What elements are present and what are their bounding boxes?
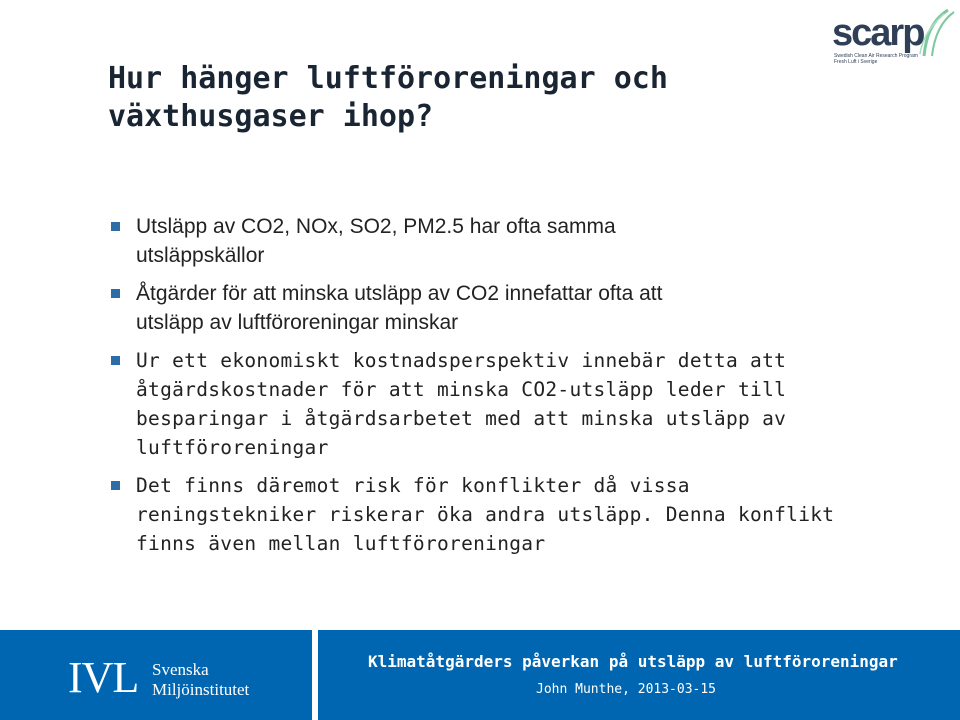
bullet-text: Ur ett ekonomiskt kostnadsperspektiv innebär detta att bbox=[136, 349, 787, 372]
ivl-name-line-2: Miljöinstitutet bbox=[152, 680, 250, 699]
bullet-text: Det finns däremot risk för konflikter då vissa bbox=[136, 474, 690, 497]
bullet-text: finns även mellan luftföroreningar bbox=[136, 532, 546, 555]
square-bullet-icon bbox=[111, 222, 120, 231]
slide-title-line-1: Hur hänger luftföroreningar och bbox=[108, 61, 668, 96]
square-bullet-icon bbox=[111, 356, 120, 365]
scarp-logo-word: scarp bbox=[832, 12, 924, 54]
square-bullet-icon bbox=[111, 481, 120, 490]
footer-bar bbox=[0, 630, 960, 720]
bullet-text: utsläpp av luftföroreningar minskar bbox=[136, 311, 459, 334]
square-bullet-icon bbox=[111, 289, 120, 298]
bullet-list bbox=[110, 212, 850, 567]
scarp-tagline-2: Fresh Luft i Sverige bbox=[834, 59, 878, 65]
bullet-item bbox=[110, 471, 850, 558]
presentation-title: Klimatåtgärders påverkan på utsläpp av luftföroreningar bbox=[368, 652, 898, 671]
ivl-logo-mark: IVL bbox=[68, 653, 139, 702]
bullet-text: Åtgärder för att minska utsläpp av CO2 innefattar ofta att bbox=[136, 282, 663, 305]
footer-divider bbox=[312, 630, 318, 720]
bullet-item bbox=[110, 212, 850, 270]
bullet-item bbox=[110, 346, 850, 462]
ivl-logo-panel bbox=[0, 630, 312, 720]
scarp-tagline-1: Swedish Clean Air Research Program bbox=[834, 53, 918, 59]
bullet-text: utsläppskällor bbox=[136, 244, 265, 267]
bullet-text: luftföroreningar bbox=[136, 436, 329, 459]
ivl-logo-name bbox=[152, 660, 249, 700]
slide-title-line-2: växthusgaser ihop? bbox=[108, 99, 434, 134]
bullet-text: besparingar i åtgärdsarbetet med att minska utsläpp av bbox=[136, 407, 787, 430]
bullet-text: åtgärdskostnader för att minska CO2-utsläpp leder till bbox=[136, 378, 787, 401]
bullet-text: Utsläpp av CO2, NOx, SO2, PM2.5 har ofta samma bbox=[136, 215, 616, 238]
author-date: John Munthe, 2013-03-15 bbox=[536, 682, 717, 697]
bullet-text: reningstekniker riskerar öka andra utsläpp. Denna konflikt bbox=[136, 503, 835, 526]
slide-title bbox=[108, 60, 808, 136]
ivl-name-line-1: Svenska bbox=[152, 660, 209, 679]
scarp-swoosh-icon bbox=[918, 8, 956, 58]
bullet-item bbox=[110, 279, 850, 337]
scarp-logo bbox=[832, 8, 956, 66]
